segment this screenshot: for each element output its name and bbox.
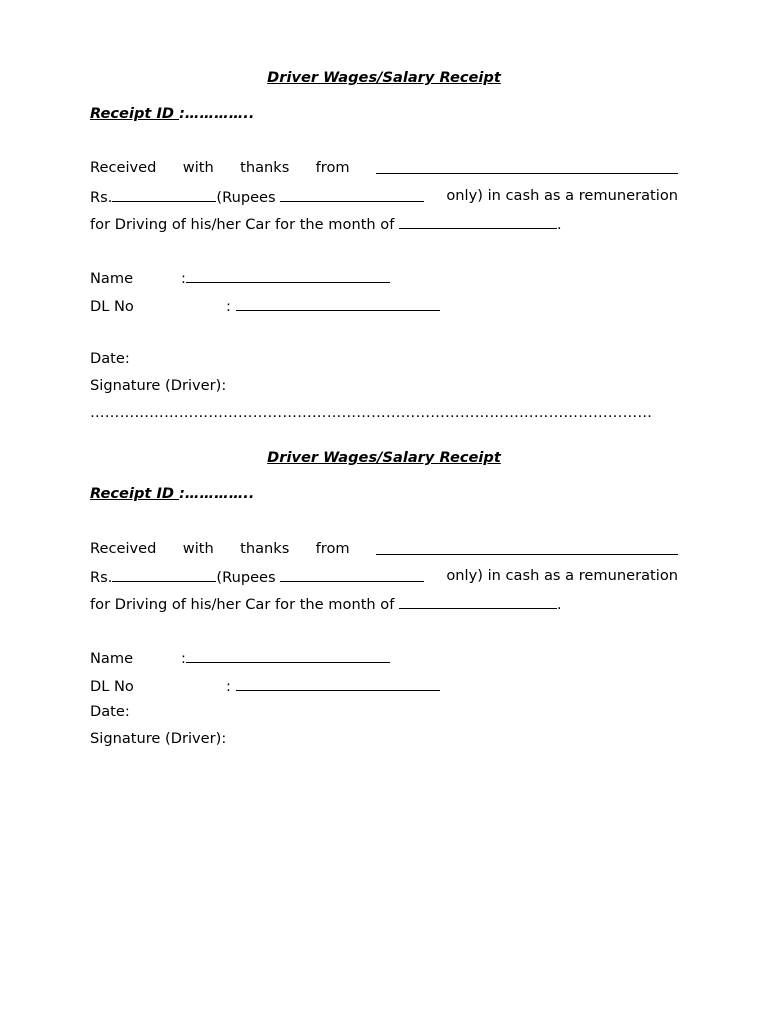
amount-blank[interactable] [112, 567, 216, 582]
dl-label: DL No [90, 298, 134, 315]
rupees-words-blank[interactable] [280, 567, 424, 582]
received-line [90, 540, 678, 558]
from-word: from [315, 540, 350, 557]
receipt-id-value: :………….. [179, 105, 255, 122]
name-colon: : [181, 650, 186, 667]
amount-line [90, 567, 678, 587]
receipt-title: Driver Wages/Salary Receipt [267, 449, 501, 466]
month-blank[interactable] [399, 594, 557, 609]
month-text: for Driving of his/her Car for the month of [90, 596, 400, 613]
remuneration-text: only) in cash as a remuneration [446, 567, 678, 584]
name-blank[interactable] [186, 648, 390, 663]
receipt-id-label: Receipt ID [90, 105, 180, 122]
signature-label: Signature (Driver): [90, 377, 227, 394]
date-label: Date: [90, 703, 130, 720]
month-period: . [557, 596, 562, 613]
dl-blank[interactable] [236, 676, 440, 691]
dl-blank[interactable] [236, 296, 440, 311]
dl-line [90, 296, 678, 316]
month-line [90, 594, 678, 614]
payer-blank[interactable] [376, 540, 678, 555]
receipt-title: Driver Wages/Salary Receipt [267, 69, 501, 86]
rs-label: Rs. [90, 189, 113, 206]
amount-blank[interactable] [112, 187, 216, 202]
dl-line [90, 676, 678, 696]
payer-blank[interactable] [376, 159, 678, 174]
with-word: with [182, 159, 214, 176]
received-word: Received [90, 159, 157, 176]
name-label: Name [90, 270, 134, 287]
thanks-word: thanks [240, 159, 290, 176]
rupees-label: (Rupees [216, 569, 281, 586]
rupees-label: (Rupees [216, 189, 281, 206]
name-colon: : [181, 270, 186, 287]
name-line [90, 268, 678, 288]
receipt-id-line [90, 485, 678, 503]
dl-label: DL No [90, 678, 134, 695]
from-word: from [315, 159, 350, 176]
dl-colon: : [226, 678, 236, 695]
month-blank[interactable] [399, 214, 557, 229]
thanks-word: thanks [240, 540, 290, 557]
month-text: for Driving of his/her Car for the month of [90, 216, 400, 233]
receipt-id-value: :………….. [179, 485, 255, 502]
name-line [90, 648, 678, 668]
amount-line [90, 187, 678, 207]
receipt-id-line [90, 105, 678, 123]
rupees-words-blank[interactable] [280, 187, 424, 202]
signature-label: Signature (Driver): [90, 730, 227, 747]
dl-colon: : [226, 298, 236, 315]
remuneration-text: only) in cash as a remuneration [446, 187, 678, 204]
date-label: Date: [90, 350, 130, 367]
name-blank[interactable] [186, 268, 390, 283]
name-label: Name [90, 650, 134, 667]
rs-label: Rs. [90, 569, 113, 586]
with-word: with [182, 540, 214, 557]
dotted-separator: …………………………………………………………………………………………………… [90, 404, 653, 421]
received-line [90, 159, 678, 177]
received-word: Received [90, 540, 157, 557]
month-line [90, 214, 678, 234]
month-period: . [557, 216, 562, 233]
receipt-id-label: Receipt ID [90, 485, 180, 502]
